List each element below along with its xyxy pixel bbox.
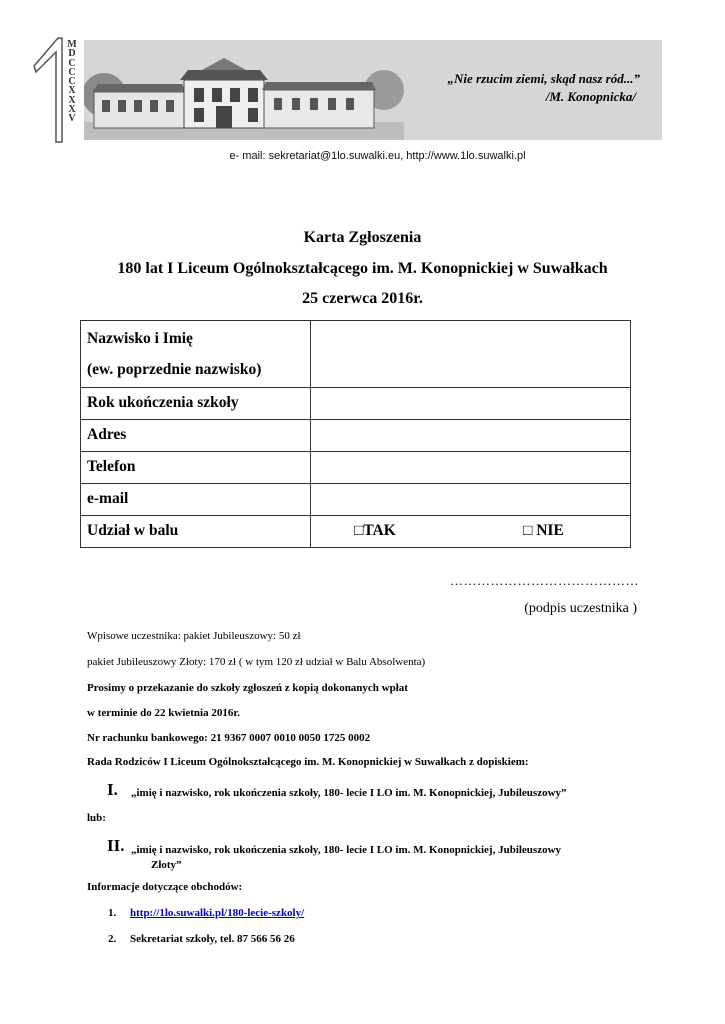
signature-label: (podpis uczestnika ) [524,601,637,616]
payment-recipient: Rada Rodziców I Liceum Ogólnokształcącego im. M. Konopnickiej w Suwałkach z dopiskiem: [87,756,529,768]
table-row [81,452,631,484]
fee-line-2: pakiet Jubileuszowy Złoty: 170 zł ( w tym 120 zł udział w Balu Absolwenta) [87,656,426,668]
name-field[interactable] [311,321,631,388]
header-banner [28,36,662,146]
option-text-2-line-2: Złoty” [151,859,182,871]
option-numeral-2: II. [107,836,125,855]
graduation-year-label: Rok ukończenia szkoły [81,388,311,420]
form-title: Karta Zgłoszenia [303,229,422,246]
ball-participation-label: Udział w balu [81,516,311,548]
table-row [81,420,631,452]
info-heading: Informacje dotyczące obchodów: [87,881,243,893]
instruction-line-1: Prosimy o przekazanie do szkoły zgłoszeń z kopią dokonanych wpłat [87,682,408,694]
option-numeral-1: I. [107,780,118,799]
address-field[interactable] [311,420,631,452]
email-field[interactable] [311,484,631,516]
motto-quote: „Nie rzucim ziemi, skąd nasz ród...” [447,71,640,86]
option-text-2-line-1: „imię i nazwisko, rok ukończenia szkoły, 180- lecie I LO im. M. Konopnickiej, Jubileuszowy [131,844,562,856]
ball-yes-checkbox[interactable]: □TAK [354,522,396,539]
motto-author: /M. Konopnicka/ [545,89,636,104]
fee-line-1: Wpisowe uczestnika: pakiet Jubileuszowy: 50 zł [87,630,301,642]
option-text-1: „imię i nazwisko, rok ukończenia szkoły, 180- lecie I LO im. M. Konopnickiej, Jubileuszowy” [131,787,567,799]
name-label: Nazwisko i Imię [87,330,193,347]
bank-account: Nr rachunku bankowego: 21 9367 0007 0010 0050 1725 0002 [87,732,371,744]
table-row [81,321,631,388]
previous-name-label: (ew. poprzednie nazwisko) [87,361,262,378]
ball-participation-options [311,516,631,548]
name-label-cell [81,321,311,388]
contact-line: e- mail: sekretariat@1lo.suwalki.eu, http://www.1lo.suwalki.pl [229,150,526,162]
registration-table [80,320,631,548]
list-item [108,933,295,945]
list-item [108,907,304,919]
roman-numeral-year: M D C C C X X X V [67,39,77,125]
option-text-2 [131,843,621,873]
signature-line: …………………………………… [450,573,639,588]
table-row [81,484,631,516]
or-label: lub: [87,812,106,824]
anniversary-link[interactable]: http://1lo.suwalki.pl/180-lecie-szkoly/ [130,907,305,919]
phone-label: Telefon [81,452,311,484]
event-name: 180 lat I Liceum Ogólnokształcącego im. M. Konopnickiej w Suwałkach [117,260,608,277]
table-row [81,388,631,420]
phone-field[interactable] [311,452,631,484]
ball-no-checkbox[interactable]: □ NIE [523,522,564,539]
graduation-year-field[interactable] [311,388,631,420]
list-number: 2. [108,933,117,945]
list-number: 1. [108,907,117,919]
instruction-line-2: w terminie do 22 kwietnia 2016r. [87,707,240,719]
table-row [81,516,631,548]
event-date: 25 czerwca 2016r. [302,290,423,307]
email-label: e-mail [81,484,311,516]
motto [448,70,641,106]
address-label: Adres [81,420,311,452]
secretariat-contact: Sekretariat szkoły, tel. 87 566 56 26 [130,933,295,945]
